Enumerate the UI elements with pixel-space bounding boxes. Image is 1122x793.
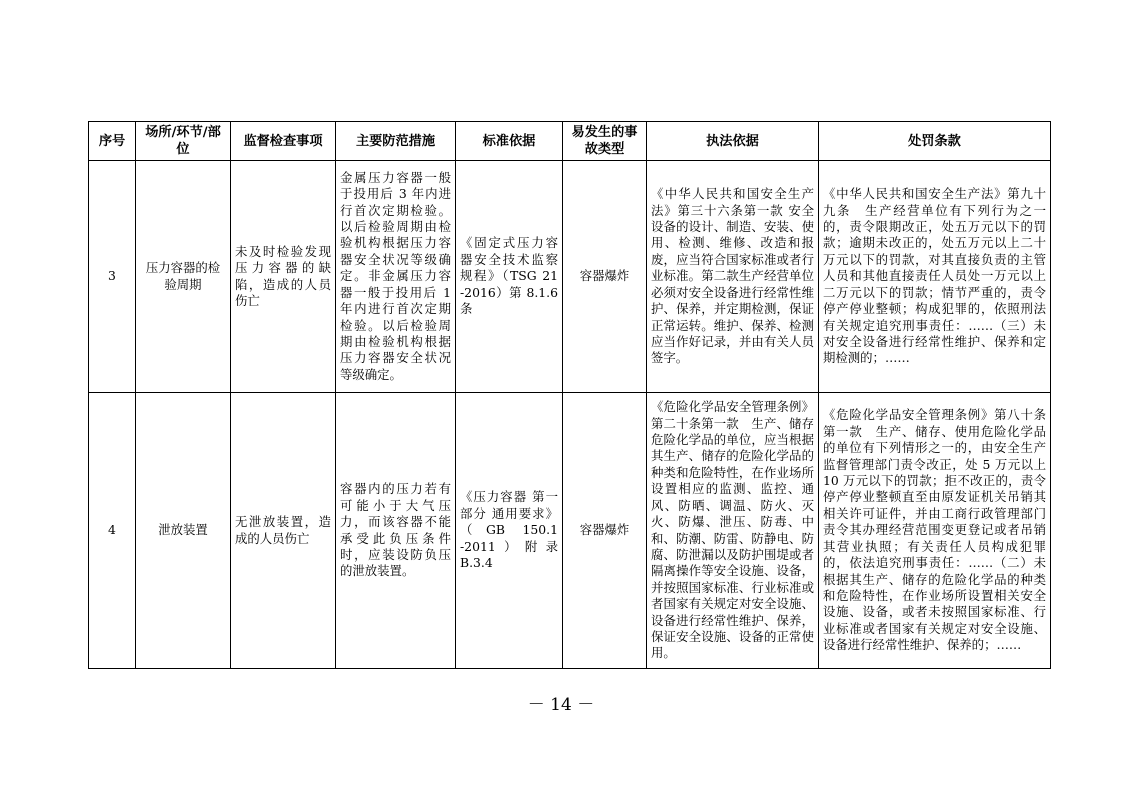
header-row [89, 122, 1051, 161]
table-row [89, 393, 1051, 669]
cell-law: 《中华人民共和国安全生产法》第三十六条第一款 安全设备的设计、制造、安装、使用、检测、维修、改造和报废，应当符合国家标准或者行业标准。第二款生产经营单位必须对安全设备进行经常性维护、保养，并定期检测，保证正常运转。维护、保养、检测应当作好记录，并由有关人员签字。 [647, 161, 819, 393]
header-index: 序号 [89, 122, 136, 161]
regulation-table [88, 121, 1051, 669]
header-item: 监督检查事项 [231, 122, 336, 161]
cell-law: 《危险化学品安全管理条例》第二十条第一款 生产、储存危险化学品的单位，应当根据其生产、储存的危险化学品的种类和危险特性，在作业场所设置相应的监测、监控、通风、防晒、调温、防火、灭火、防爆、泄压、防毒、中和、防潮、防雷、防静电、防腐、防泄漏以及防护围堤或者隔离操作等安全设施、设备，并按照国家标准、行业标准或者国家有关规定对安全设施、设备进行经常性维护、保养，保证安全设施、设备的正常使用。 [647, 393, 819, 669]
cell-place: 泄放装置 [136, 393, 231, 669]
cell-accident: 容器爆炸 [563, 161, 647, 393]
cell-item: 未及时检验发现压力容器的缺陷，造成的人员伤亡 [231, 161, 336, 393]
cell-index: 3 [89, 161, 136, 393]
page-number: － 14 － [527, 695, 595, 715]
cell-measures: 容器内的压力若有可能小于大气压力，而该容器不能承受此负压条件时，应装设防负压的泄放装置。 [336, 393, 456, 669]
cell-standard: 《压力容器 第一部分 通用要求》（GB 150.1 -2011）附录 B.3.4 [456, 393, 563, 669]
header-place: 场所/环节/部位 [136, 122, 231, 161]
header-standard: 标准依据 [456, 122, 563, 161]
header-law: 执法依据 [647, 122, 819, 161]
header-measures: 主要防范措施 [336, 122, 456, 161]
cell-standard: 《固定式压力容器安全技术监察规程》（TSG 21 -2016）第 8.1.6 条 [456, 161, 563, 393]
cell-item: 无泄放装置，造成的人员伤亡 [231, 393, 336, 669]
header-penalty: 处罚条款 [819, 122, 1051, 161]
cell-place: 压力容器的检验周期 [136, 161, 231, 393]
cell-penalty: 《中华人民共和国安全生产法》第九十九条 生产经营单位有下列行为之一的，责令限期改正，处五万元以下的罚款；逾期未改正的，处五万元以上二十万元以下的罚款，对其直接负责的主管人员和其他直接责任人员处一万元以上二万元以下的罚款；情节严重的，责令停产停业整顿；构成犯罪的，依照刑法有关规定追究刑事责任：……（三）未对安全设备进行经常性维护、保养和定期检测的；…… [819, 161, 1051, 393]
table-row [89, 161, 1051, 393]
cell-penalty: 《危险化学品安全管理条例》第八十条第一款 生产、储存、使用危险化学品的单位有下列情形之一的，由安全生产监督管理部门责令改正，处 5 万元以上 10 万元以下的罚款；拒不改正的，责令停产停业整顿直至由原发证机关吊销其相关许可证件，并由工商行政管理部门责令其办理经营范围变更登记或者吊销其营业执照；有关责任人员构成犯罪的，依法追究刑事责任：……（二）未根据其生产、储存的危险化学品的种类和危险特性，在作业场所设置相关安全设施、设备，或者未按照国家标准、行业标准或者国家有关规定对安全设施、设备进行经常性维护、保养的；…… [819, 393, 1051, 669]
cell-accident: 容器爆炸 [563, 393, 647, 669]
header-accident: 易发生的事故类型 [563, 122, 647, 161]
cell-index: 4 [89, 393, 136, 669]
cell-measures: 金属压力容器一般于投用后 3 年内进行首次定期检验。以后检验周期由检验机构根据压力容器安全状况等级确定。非金属压力容器一般于投用后 1 年内进行首次定期检验。以后检验周期由检验机构根据压力容器安全状况等级确定。 [336, 161, 456, 393]
